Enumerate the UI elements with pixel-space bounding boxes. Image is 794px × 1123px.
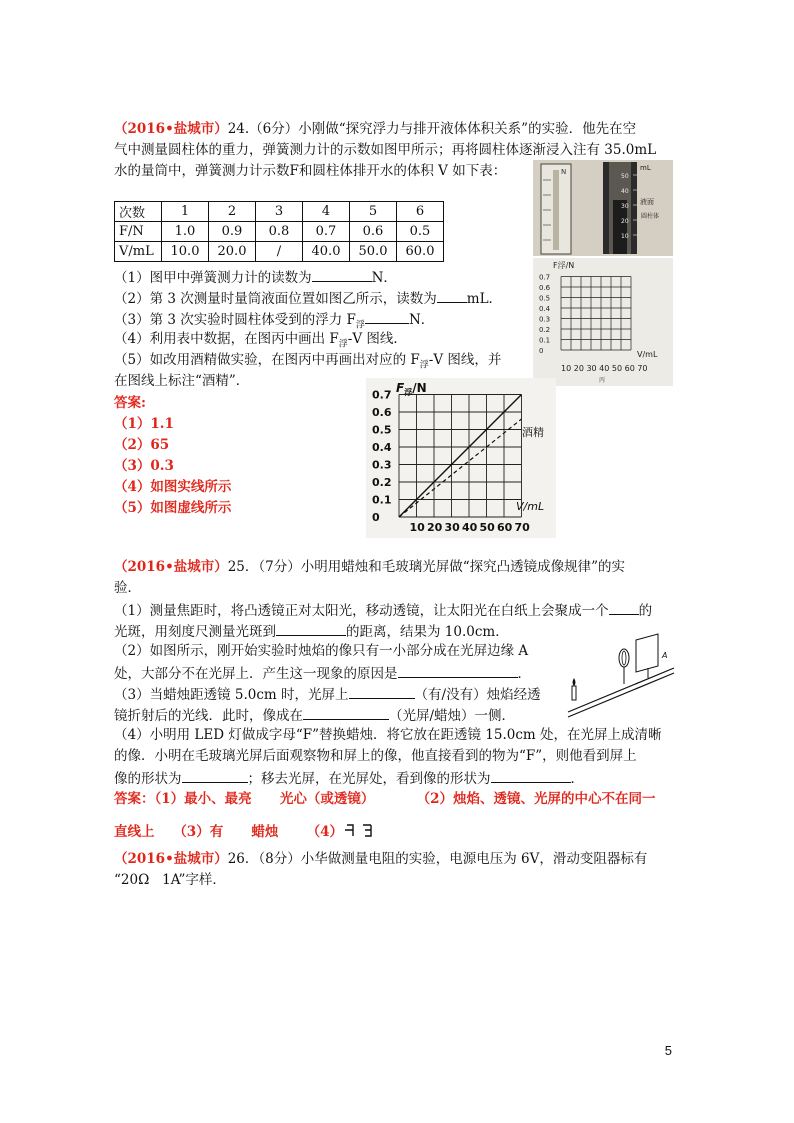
table-cell: V/mL — [115, 242, 162, 262]
table-header-row — [115, 202, 444, 222]
q24-answer-3: （3）0.3 — [114, 458, 174, 474]
x-tick-label: 70 — [514, 521, 530, 534]
x-tick-label: 50 — [479, 521, 495, 534]
y-tick-label: 0.1 — [372, 493, 392, 507]
q25-sub-3b: 镜折射后的光线．此时，像成在 （光屏/蜡烛）一侧． — [114, 705, 515, 726]
cylinder-tick-label: 50 — [621, 173, 629, 180]
answer-blank — [276, 621, 346, 636]
q26-line-2: “20Ω 1A”字样． — [114, 872, 226, 888]
answer-blank — [609, 600, 639, 615]
table-cell: 0.9 — [209, 222, 256, 242]
answer-blank — [491, 768, 571, 783]
small-grid-xlabel: V/mL — [637, 350, 658, 359]
table-cell: 0.6 — [350, 222, 397, 242]
table-cell: 6 — [397, 202, 444, 222]
table-row-volume — [115, 242, 444, 262]
table-cell: 0.5 — [397, 222, 444, 242]
optical-bench-svg — [566, 632, 676, 718]
y-tick-label: 0.7 — [372, 388, 392, 402]
alcohol-label: 酒精 — [522, 426, 544, 439]
small-grid-caption: 丙 — [599, 377, 606, 384]
q24-sub-5b: 在图线上标注“酒精”． — [114, 373, 250, 389]
blank-grid-figure — [533, 258, 673, 386]
small-grid-ytick: 0.2 — [539, 326, 551, 334]
big-chart-xlabel: V/mL — [516, 500, 545, 513]
table-cell: 60.0 — [397, 242, 444, 262]
q25-sub-1a: （1）测量焦距时，将凸透镜正对太阳光，移动透镜，让太阳光在白纸上会聚成一个 的 — [114, 600, 652, 621]
answer-blank — [398, 663, 518, 678]
x-tick-label: 60 — [497, 521, 513, 534]
apparatus-illustration — [533, 160, 673, 256]
small-grid-ytick: 0.1 — [539, 336, 551, 345]
answer-chart — [366, 378, 556, 538]
x-tick-label: 40 — [462, 521, 478, 534]
cylinder-tick-label: 40 — [621, 188, 629, 195]
small-grid-ylabel: F浮/N — [553, 261, 575, 270]
y-tick-label: 0.3 — [372, 458, 392, 472]
table-cell: 0.7 — [303, 222, 350, 242]
cylinder-tick-label: 10 — [621, 233, 629, 240]
small-grid-ytick: 0.6 — [539, 284, 551, 292]
cylinder-tick-label: 20 — [621, 218, 629, 225]
small-grid-ytick: 0.7 — [539, 273, 551, 282]
q24-sub-3: （3）第 3 次实验时圆柱体受到的浮力 $F_浮$ N． — [114, 309, 434, 336]
answer-blank — [303, 705, 389, 720]
q24-line-3: 水的量筒中，弹簧测力计示数F和圆柱体排开水的体积 V 如下表： — [114, 163, 507, 179]
optical-bench-figure — [566, 632, 676, 718]
q24-answer-5: （5）如图虚线所示 — [114, 500, 232, 516]
q26-source-tag: （2016•盐城市） — [114, 851, 228, 867]
q24-sub-1: （1）图甲中弹簧测力计的读数为 N． — [114, 267, 397, 288]
q25-source-tag: （2016•盐城市） — [114, 559, 228, 575]
water-level-label: 液面 — [640, 198, 654, 206]
table-cell: 2 — [209, 202, 256, 222]
answer-blank — [365, 309, 409, 324]
q26-line-1: （2016•盐城市）26．（8分）小华做测量电阻的实验，电源电压为 6V，滑动变阻器标有 — [114, 851, 648, 867]
water-fit-line — [399, 395, 522, 518]
table-row-force — [115, 222, 444, 242]
table-cell: 4 — [303, 202, 350, 222]
table-cell: 5 — [350, 202, 397, 222]
q25-line-2: 验． — [114, 580, 141, 596]
q25-sub-3a: （3）当蜡烛距透镜 5.0cm 时，光屏上 （有/没有）烛焰经透 — [114, 684, 541, 705]
y-tick-label: 0.6 — [372, 406, 392, 419]
table-cell: 50.0 — [350, 242, 397, 262]
x-tick-label: 30 — [444, 521, 460, 534]
q24-source-tag: （2016•盐城市） — [114, 121, 228, 137]
table-cell: 10.0 — [162, 242, 209, 262]
q24-answer-label: 答案: — [114, 395, 146, 411]
small-grid-ytick: 0 — [539, 347, 544, 355]
q25-sub-4c: 像的形状为 ；移去光屏，在光屏处，看到像的形状为 ． — [114, 768, 584, 789]
cylinder-body-label: 圆柱体 — [641, 213, 660, 220]
x-tick-label: 20 — [427, 521, 443, 534]
q25-sub-2a: （2）如图所示，刚开始实验时烛焰的像只有一小部分成在光屏边缘 A — [114, 643, 529, 659]
apparatus-photo — [533, 160, 673, 256]
table-cell: 1 — [162, 202, 209, 222]
q24-sub-4: （4）利用表中数据，在图丙中画出 $F_浮-V$ 图线． — [114, 331, 407, 350]
q24-line-2: 气中测量圆柱体的重力，弹簧测力计的示数如图甲所示；再将圆柱体逐渐浸入注有 35.0mL — [114, 142, 657, 158]
table-cell: / — [256, 242, 303, 262]
cylinder-tick-label: 30 — [621, 203, 629, 210]
table-cell: 次数 — [115, 202, 162, 222]
small-grid-xticks: 10 20 30 40 50 60 70 — [561, 364, 648, 373]
table-cell: F/N — [115, 222, 162, 242]
big-chart-ylabel: $F_浮/N$ — [396, 381, 427, 397]
answer-blank — [312, 267, 372, 282]
answer-chart-svg — [366, 378, 556, 538]
q24-sub-5a: （5）如改用酒精做实验，在图丙中再画出对应的 $F_浮-V$ 图线，并 — [114, 352, 502, 371]
q24-answer-4: （4）如图实线所示 — [114, 479, 232, 495]
q25-sub-4b: 的像．小明在毛玻璃光屏后面观察物和屏上的像，他直接看到的物为“F”，则他看到屏上 — [114, 748, 637, 764]
y-tick-label: 0.5 — [372, 423, 392, 437]
blank-grid-svg — [533, 258, 673, 386]
small-grid-ytick: 0.4 — [539, 305, 551, 313]
answer-shape-icon — [343, 822, 383, 838]
data-table — [114, 201, 444, 262]
q25-line-1: （2016•盐城市）25．（7分）小明用蜡烛和毛玻璃光屏做“探究凸透镜成像规律”的实 — [114, 559, 626, 575]
y-tick-label: 0 — [372, 511, 380, 524]
table-cell: 1.0 — [162, 222, 209, 242]
y-tick-label: 0.2 — [372, 476, 392, 489]
q25-sub-1b: 光斑，用刻度尺测量光斑到 的距离，结果为 10.0cm． — [114, 621, 509, 642]
screen-edge-label: A — [662, 651, 668, 660]
q24-answer-1: （1）1.1 — [114, 416, 174, 432]
answer-blank — [437, 288, 467, 303]
small-grid-ytick: 0.5 — [539, 294, 551, 303]
spring-unit-label: N — [561, 168, 567, 176]
x-tick-label: 10 — [409, 521, 425, 534]
q25-sub-4a: （4）小明用 LED 灯做成字母“F”替换蜡烛．将它放在距透镜 15.0cm 处，在光屏上成清晰 — [114, 727, 662, 743]
answer-blank — [349, 684, 415, 699]
table-cell: 0.8 — [256, 222, 303, 242]
table-cell: 20.0 — [209, 242, 256, 262]
q25-sub-2b: 处，大部分不在光屏上．产生这一现象的原因是 ． — [114, 663, 531, 684]
small-grid-ytick: 0.3 — [539, 315, 551, 324]
y-tick-label: 0.4 — [372, 441, 392, 454]
q24-sub-2: （2）第 3 次测量时量筒液面位置如图乙所示，读数为 mL． — [114, 288, 502, 309]
cylinder-unit-label: mL — [640, 164, 651, 172]
table-cell: 40.0 — [303, 242, 350, 262]
page-number: 5 — [664, 1043, 672, 1058]
alcohol-fit-line — [399, 419, 522, 517]
q24-line-1: （2016•盐城市）24.（6分）小刚做“探究浮力与排开液体体积关系”的实验．他先在空 — [114, 121, 637, 137]
table-cell: 3 — [256, 202, 303, 222]
q24-answer-2: （2）65 — [114, 437, 170, 453]
answer-blank — [182, 768, 248, 783]
q25-answer-line-2: 直线上 （3）有 蜡烛 （4） — [114, 822, 383, 842]
q25-answer-line-1: 答案：（1）最小、最亮 光心（或透镜） （2）烛焰、透镜、光屏的中心不在同一 — [114, 791, 656, 807]
